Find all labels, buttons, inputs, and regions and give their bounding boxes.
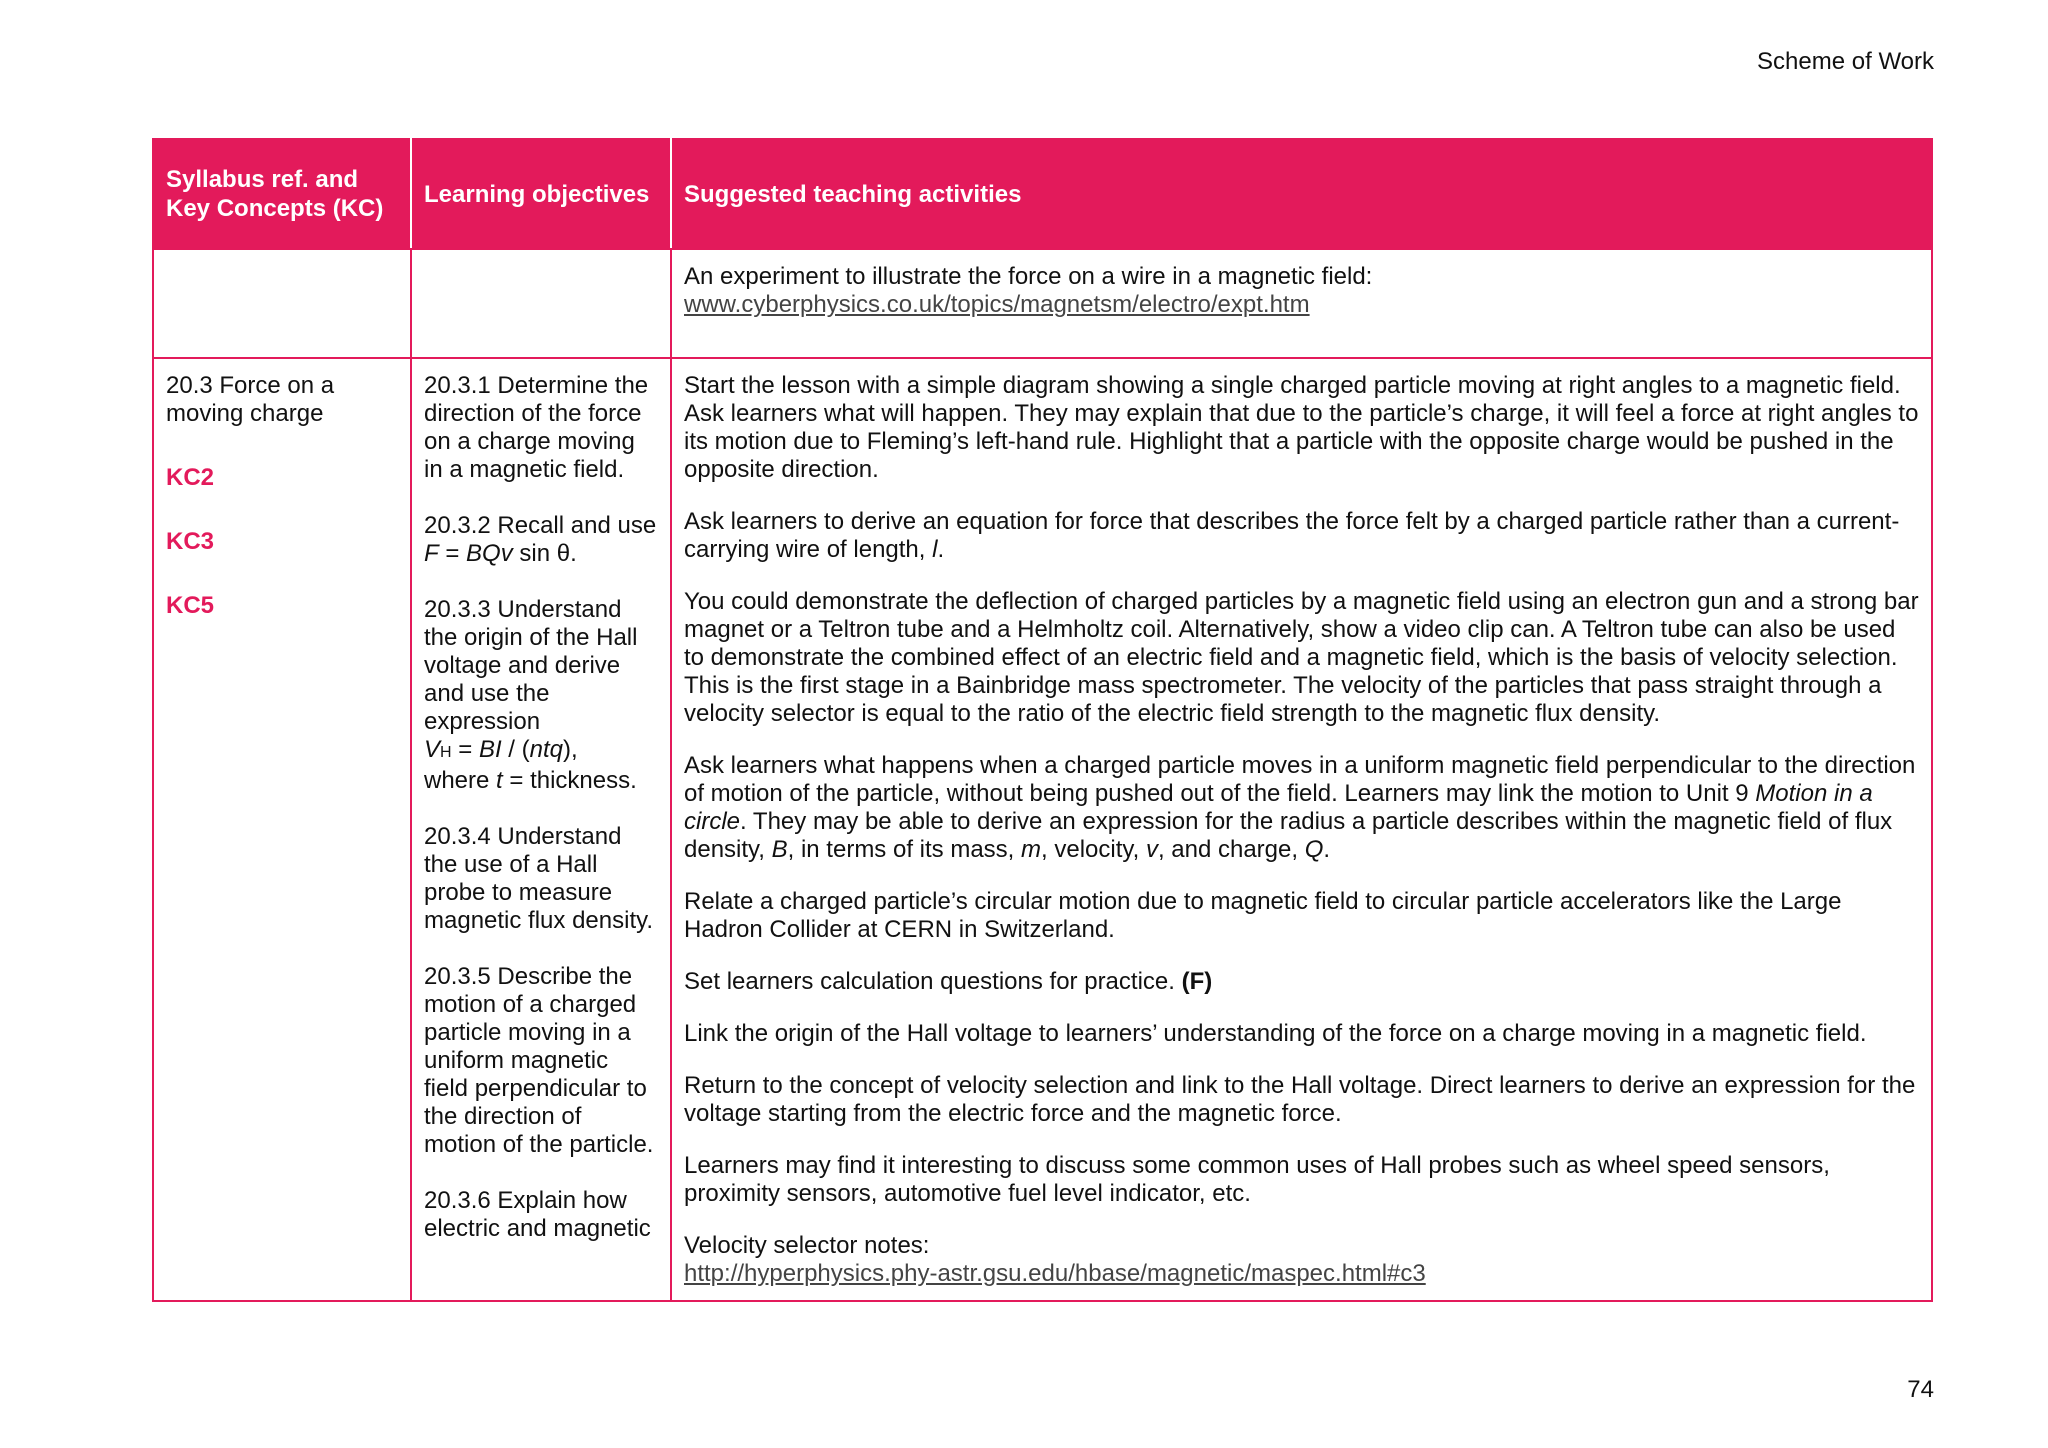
activity-paragraph: Learners may find it interesting to discuss some common uses of Hall probes such as wheel speed sensors, proximity sensors, automotive fuel level indicator, etc.	[684, 1152, 1830, 1207]
syllabus-ref: 20.3 Force on a moving charge	[166, 372, 335, 427]
syllabus-cell	[153, 358, 411, 1301]
objective: 20.3.1 Determine the direction of the force on a charge moving in a magnetic field.	[424, 372, 649, 483]
objective: 20.3.6 Explain how electric and magnetic	[424, 1187, 651, 1242]
objective: 20.3.4 Understand the use of a Hall probe to measure magnetic flux density.	[424, 823, 653, 934]
activity-paragraph: Return to the concept of velocity selection and link to the Hall voltage. Direct learners to derive an expression for the voltage starting from the electric force and the magnetic force.	[684, 1072, 1916, 1127]
activities-cell	[671, 358, 1932, 1301]
header-objectives: Learning objectives	[411, 139, 671, 249]
table-row	[153, 358, 1932, 1301]
activity-paragraph: You could demonstrate the deflection of charged particles by a magnetic field using an electron gun and a strong bar magnet or a Teltron tube and a Helmholtz coil. Alternatively, show a video clip can. A Teltron tube can also be used to demonstrate the combined effect of an electric field and a magnetic field, which is the basis of velocity selection. This is the first stage in a Bainbridge mass spectrometer. The velocity of the particles that pass straight through a velocity selector is equal to the ratio of the electric field strength to the magnetic flux density.	[684, 588, 1919, 727]
activity-text: An experiment to illustrate the force on a wire in a magnetic field:	[684, 263, 1373, 290]
hyperphysics-link[interactable]: http://hyperphysics.phy-astr.gsu.edu/hbase/magnetic/maspec.html#c3	[684, 1260, 1426, 1287]
activity-paragraph: Ask learners to derive an equation for force that describes the force felt by a charged particle rather than a current-carrying wire of length, l.	[684, 508, 1900, 563]
table-header-row	[153, 139, 1932, 249]
objective: 20.3.5 Describe the motion of a charged particle moving in a uniform magnetic field perpendicular to the direction of motion of the particle.	[424, 963, 654, 1158]
document-header: Scheme of Work	[1757, 48, 1934, 75]
syllabus-cell-empty	[153, 249, 411, 358]
activities-cell	[671, 249, 1932, 358]
activity-paragraph: Link the origin of the Hall voltage to learners’ understanding of the force on a charge moving in a magnetic field.	[684, 1020, 1867, 1047]
activity-paragraph: Ask learners what happens when a charged particle moves in a uniform magnetic field perpendicular to the direction of motion of the particle, without being pushed out of the field. Learners may link the motion to Unit 9 Motion in a circle. They may be able to derive an expression for the radius a particle describes within the magnetic field of flux density, B, in terms of its mass, m, velocity, v, and charge, Q.	[684, 752, 1916, 863]
key-concept: KC2	[166, 464, 215, 491]
scheme-of-work-table	[152, 138, 1933, 1302]
key-concept: KC5	[166, 592, 215, 619]
activity-paragraph: Set learners calculation questions for practice. (F)	[684, 968, 1213, 995]
cyberphysics-link[interactable]: www.cyberphysics.co.uk/topics/magnetsm/electro/expt.htm	[684, 291, 1310, 318]
page-number: 74	[1907, 1376, 1934, 1403]
header-activities: Suggested teaching activities	[671, 139, 1932, 249]
table-row	[153, 249, 1932, 358]
objective: 20.3.2 Recall and use F = BQv sin θ.	[424, 512, 657, 567]
objectives-cell	[411, 358, 671, 1301]
objectives-cell-empty	[411, 249, 671, 358]
activity-paragraph: Velocity selector notes: http://hyperphysics.phy-astr.gsu.edu/hbase/magnetic/maspec.html#c3	[684, 1232, 1426, 1287]
header-syllabus: Syllabus ref. and Key Concepts (KC)	[153, 139, 411, 249]
activity-paragraph: Relate a charged particle’s circular motion due to magnetic field to circular particle accelerators like the Large Hadron Collider at CERN in Switzerland.	[684, 888, 1842, 943]
activity-paragraph: Start the lesson with a simple diagram showing a single charged particle moving at right angles to a magnetic field. Ask learners what will happen. They may explain that due to the particle’s charge, it will feel a force at right angles to its motion due to Fleming’s left-hand rule. Highlight that a particle with the opposite charge would be pushed in the opposite direction.	[684, 372, 1919, 483]
objective: 20.3.3 Understand the origin of the Hall voltage and derive and use the expression VH = BI / (ntq), where t = thickness.	[424, 596, 638, 794]
key-concept: KC3	[166, 528, 215, 555]
